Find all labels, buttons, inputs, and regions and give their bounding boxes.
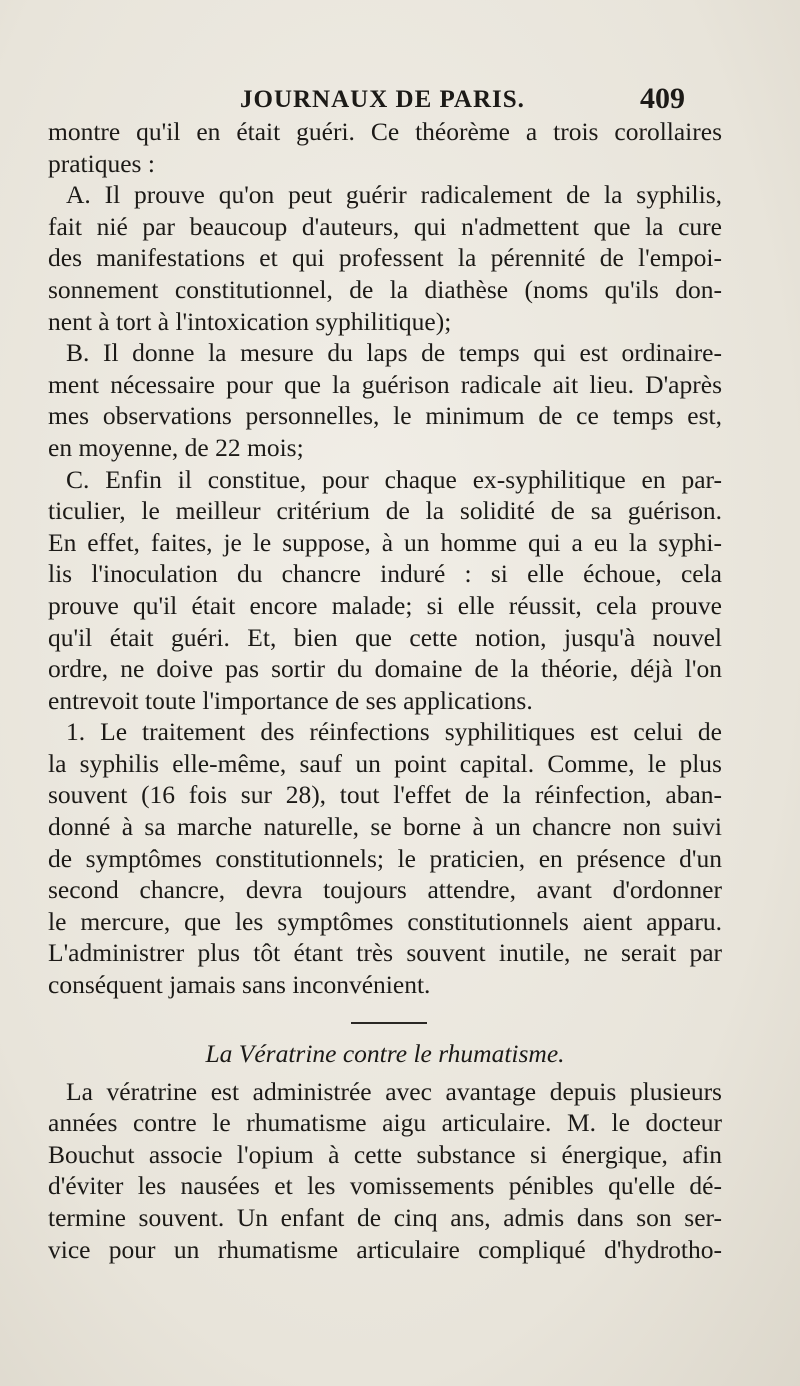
text-line: vice pour un rhumatisme articulaire compliqué d'hydrotho- bbox=[48, 1234, 722, 1264]
text-line: des manifestations et qui professent la pérennité de l'empoi- bbox=[48, 243, 722, 273]
text-line: ordre, ne doive pas sortir du domaine de la théorie, déjà l'on bbox=[48, 654, 722, 684]
running-head: JOURNAUX DE PARIS. bbox=[240, 86, 525, 113]
text-line: la syphilis elle-même, sauf un point capital. Comme, le plus bbox=[48, 748, 722, 778]
text-line: entrevoit toute l'importance de ses applications. bbox=[48, 685, 533, 715]
paragraph-numbered-1 bbox=[48, 716, 722, 1000]
section-title: La Vératrine contre le rhumatisme. bbox=[205, 1038, 565, 1068]
text-line: A. Il prouve qu'on peut guérir radicalement de la syphilis, bbox=[66, 180, 722, 210]
text-line: donné à sa marche naturelle, se borne à un chancre non suivi bbox=[48, 812, 722, 842]
page-header bbox=[0, 80, 800, 120]
text-line: prouve qu'il était encore malade; si elle réussit, cela prouve bbox=[48, 590, 722, 620]
text-line: C. Enfin il constitue, pour chaque ex-syphilitique en par- bbox=[66, 464, 722, 494]
paragraph-b bbox=[48, 337, 722, 463]
text-line: qu'il était guéri. Et, bien que cette notion, jusqu'à nouvel bbox=[48, 622, 722, 652]
text-line: termine souvent. Un enfant de cinq ans, admis dans son ser- bbox=[48, 1203, 722, 1232]
text-line: sonnement constitutionnel, de la diathèse (noms qu'ils don- bbox=[48, 274, 722, 304]
text-line: en moyenne, de 22 mois; bbox=[48, 432, 304, 462]
text-line: fait nié par beaucoup d'auteurs, qui n'admettent que la cure bbox=[48, 211, 722, 241]
spacer bbox=[48, 1001, 722, 1018]
section-divider bbox=[351, 1022, 427, 1024]
page-number: 409 bbox=[640, 82, 685, 115]
text-line: le mercure, que les symptômes constitutionnels aient apparu. bbox=[48, 906, 722, 936]
text-line: années contre le rhumatisme aigu articulaire. M. le docteur bbox=[48, 1108, 722, 1138]
text-line: second chancre, devra toujours attendre, avant d'ordonner bbox=[48, 875, 722, 905]
text-line: souvent (16 fois sur 28), tout l'effet de la réinfection, aban- bbox=[48, 780, 722, 810]
text-line: conséquent jamais sans inconvénient. bbox=[48, 970, 431, 1000]
paragraph-veratrine bbox=[48, 1076, 722, 1266]
text-line: ment nécessaire pour que la guérison radicale ait lieu. D'après bbox=[48, 369, 722, 399]
text-line: ticulier, le meilleur critérium de la solidité de sa guérison. bbox=[48, 496, 722, 526]
text-line: B. Il donne la mesure du laps de temps qui est ordinaire- bbox=[66, 338, 722, 368]
text-line: mes observations personnelles, le minimum de ce temps est, bbox=[48, 401, 722, 431]
text-line: d'éviter les nausées et les vomissements pénibles qu'elle dé- bbox=[48, 1171, 722, 1201]
text-line: nent à tort à l'intoxication syphilitique); bbox=[48, 306, 452, 336]
paragraph-c bbox=[48, 464, 722, 717]
text-line: de symptômes constitutionnels; le praticien, en présence d'un bbox=[48, 843, 722, 873]
paragraph-a bbox=[48, 179, 722, 337]
text-line: L'administrer plus tôt étant très souvent inutile, ne serait par bbox=[48, 938, 722, 968]
text-line: montre qu'il en était guéri. Ce théorème a trois corollaires bbox=[48, 117, 722, 146]
text-line: La vératrine est administrée avec avantage depuis plusieurs bbox=[66, 1076, 722, 1106]
text-line: Bouchut associe l'opium à cette substance si énergique, afin bbox=[48, 1139, 722, 1169]
text-line: lis l'inoculation du chancre induré : si elle échoue, cela bbox=[48, 559, 722, 589]
paragraph-intro bbox=[48, 116, 722, 179]
text-line: En effet, faites, je le suppose, à un homme qui a eu la syphi- bbox=[48, 527, 722, 557]
text-line: 1. Le traitement des réinfections syphilitiques est celui de bbox=[66, 717, 722, 747]
text-line: pratiques : bbox=[48, 148, 155, 178]
body-text bbox=[48, 116, 722, 1265]
